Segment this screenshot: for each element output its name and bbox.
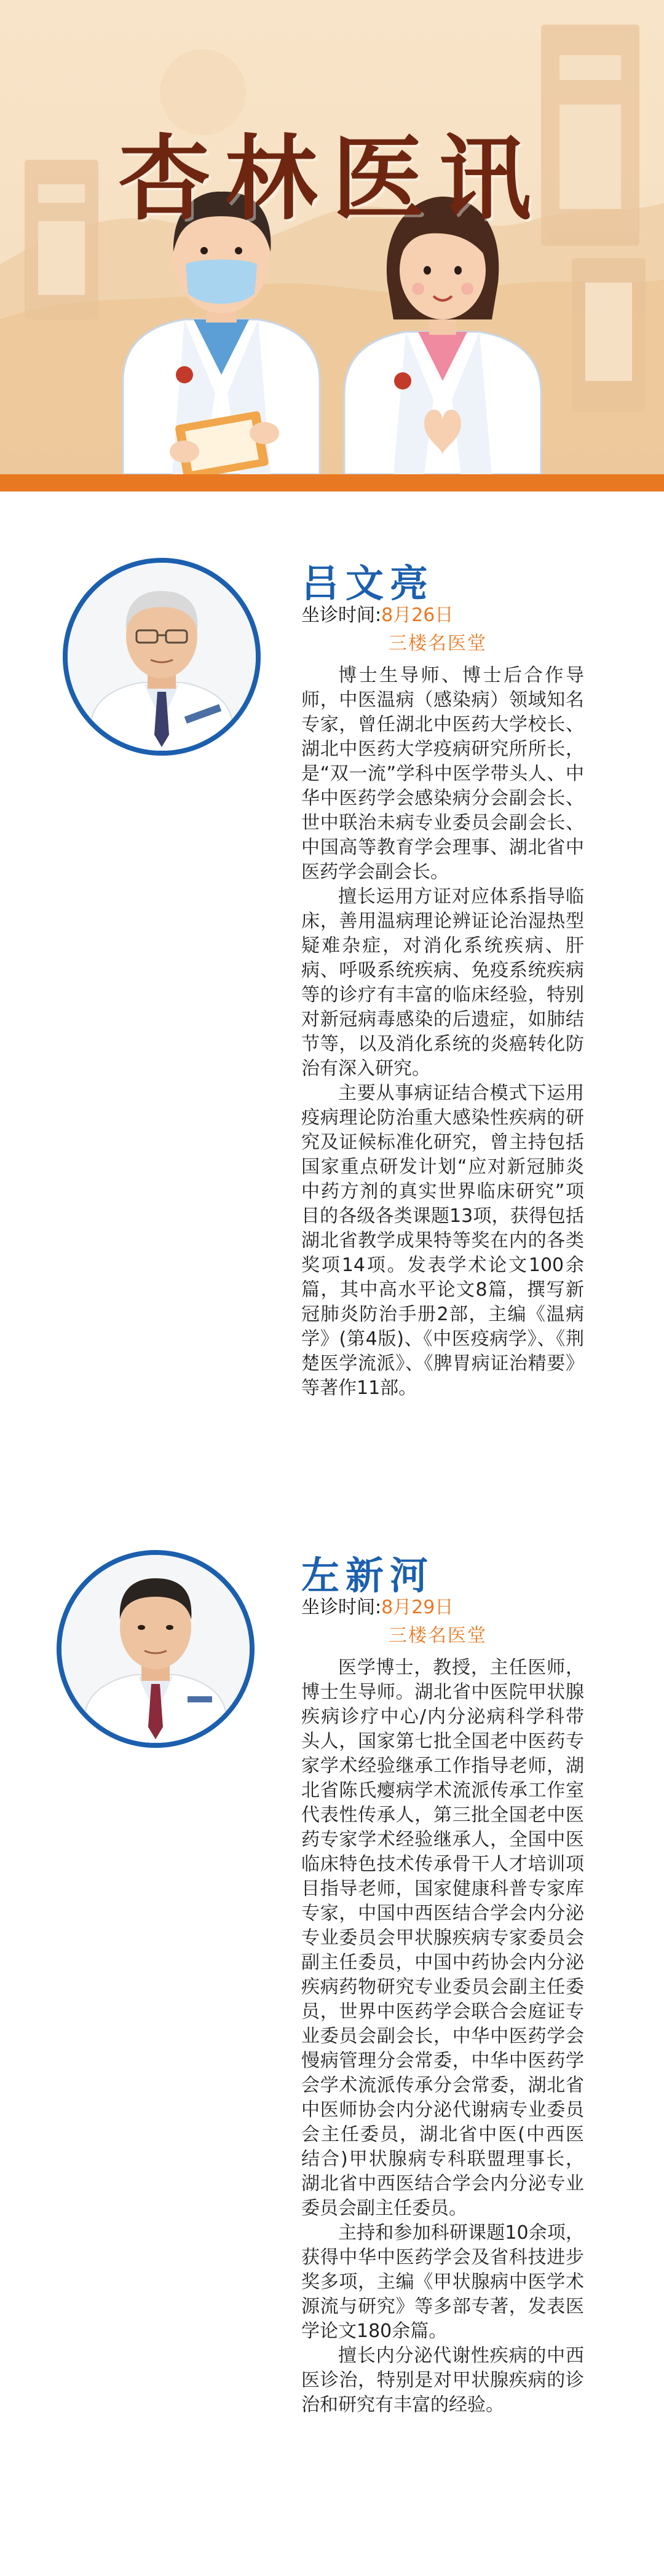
bio-paragraph: 医学博士，教授，主任医师，博士生导师。湖北省中医院甲状腺疾病诊疗中心/内分泌病科学科带头人，国家第七批全国老中医药专家学术经验继承工作指导老师，湖北省陈氏瘿病学术流派传承工作室代表性传承人，第三批全国老中医药专家学术经验继承人，全国中医临床特色技术传承骨干人才培训项目指导老师，国家健康科普专家库专家，中国中西医结合学会内分泌专业委员会甲状腺疾病专家委员会副主任委员，中国中药协会内分泌疾病药物研究专业委员会副主任委员，世界中医药学会联合会庭证专业委员会副会长，中华中医药学会慢病管理分会常委，中华中医药学会学术流派传承分会常委，湖北省中医师协会内分泌代谢病专业委员会主任委员，湖北省中医(中西医结合)甲状腺病专科联盟理事长，湖北省中西医结合学会内分泌专业委员会副主任委员。 — [301, 1657, 584, 2219]
doctor-portrait-icon — [61, 1555, 250, 1743]
doctor-bio — [301, 1656, 584, 2417]
schedule-label: 坐诊时间: — [301, 605, 382, 626]
bio-paragraph: 博士生导师、博士后合作导师，中医温病（感染病）领域知名专家，曾任湖北中医药大学校长、湖北中医药大学疫病研究所所长，是“双一流”学科中医学带头人、中华中医药学会感染病分会副会长、世中联治未病专业委员会副会长、中国高等教育学会理事、湖北省中医药学会副会长。 — [301, 665, 584, 883]
banner-bottom-bar — [0, 474, 664, 491]
doctor-photo — [57, 1550, 255, 1748]
doctor-name: 左新河 — [301, 1553, 435, 1598]
bio-paragraph: 擅长内分泌代谢性疾病的中西医诊治，特别是对甲状腺疾病的诊治和研究有丰富的经验。 — [301, 2345, 584, 2416]
header-banner — [0, 0, 664, 491]
bio-paragraph: 主要从事病证结合模式下运用疫病理论防治重大感染性疾病的研究及证候标准化研究，曾主持包括国家重点研发计划“应对新冠肺炎中药方剂的真实世界临床研究”项目的各级各类课题13项，获得包括湖北省教学成果特等奖在内的各类奖项14项。发表学术论文100余篇，其中高水平论文8篇，撰写新冠肺炎防治手册2部，主编《温病学》(第4版)、《中医疫病学》、《荆楚医学流派》、《脾胃病证治精要》等著作11部。 — [301, 1082, 584, 1399]
doctor-bio — [301, 664, 584, 1401]
bio-paragraph: 擅长运用方证对应体系指导临床，善用温病理论辨证论治湿热型疑难杂症，对消化系统疾病、肝病、呼吸系统疾病、免疫系统疾病等的诊疗有丰富的临床经验，特别对新冠病毒感染的后遗症，如肺结节等，以及消化系统的炎癌转化防治有深入研究。 — [301, 886, 584, 1079]
schedule-line — [301, 600, 453, 627]
banner-title: 杏林医讯 — [117, 125, 546, 233]
schedule-line — [301, 1592, 453, 1619]
clinic-location: 三楼名医堂 — [389, 633, 487, 654]
banner-illustration — [0, 0, 664, 491]
clinic-location: 三楼名医堂 — [389, 1625, 487, 1646]
bio-paragraph: 主持和参加科研课题10余项，获得中华中医药学会及省科技进步奖多项，主编《甲状腺病中医学术源流与研究》等多部专著，发表医学论文180余篇。 — [301, 2222, 584, 2342]
schedule-label: 坐诊时间: — [301, 1597, 382, 1618]
schedule-value: 8月29日 — [381, 1597, 454, 1618]
doctor-photo — [63, 558, 261, 756]
doctor-portrait-icon — [68, 563, 256, 751]
schedule-value: 8月26日 — [381, 605, 454, 626]
doctor-name: 吕文亮 — [301, 561, 435, 606]
